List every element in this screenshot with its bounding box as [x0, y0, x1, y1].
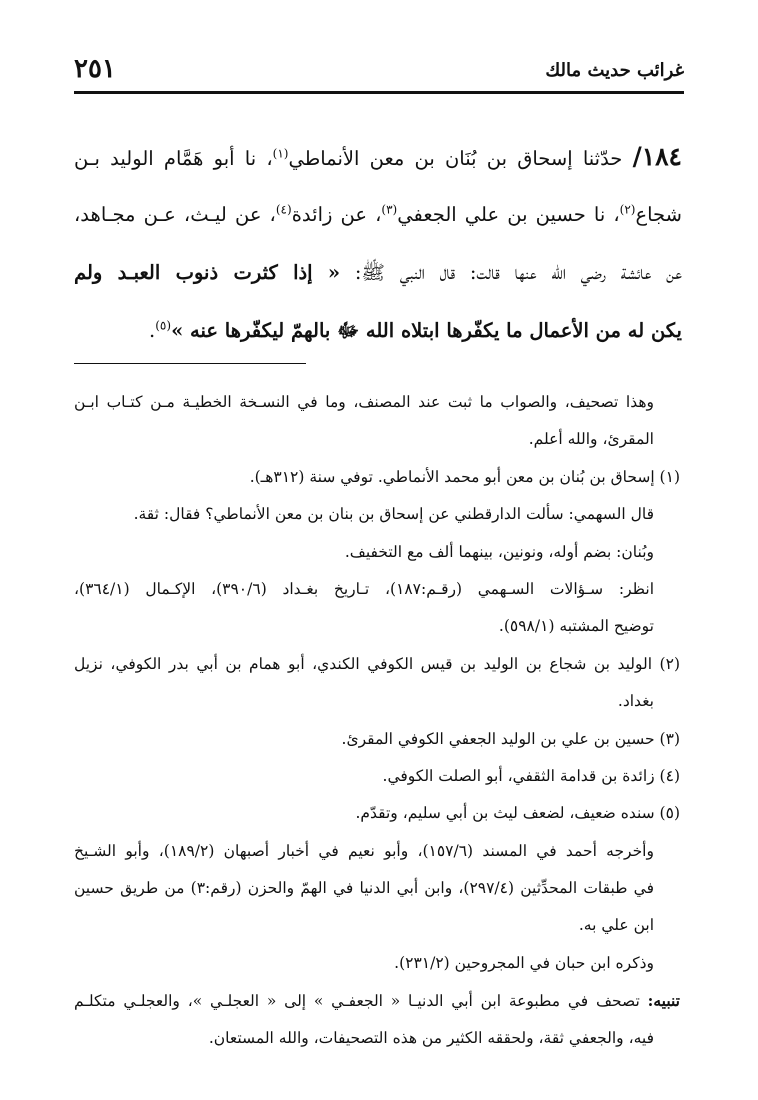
footnote-4: (٤) زائدة بن قدامة الثقفي، أبو الصلت الكوفي.: [382, 766, 680, 785]
footnote-line: وأخرجه أحمد في المسند (١٥٧/٦)، وأبو نعيم في أخبار أصبهان (١٨٩/٢)، وأبو الشـيخ: [74, 841, 654, 860]
footnote-line: في طبقات المحدِّثين (٢٩٧/٤)، وابن أبي الدنيا في الهمّ والحزن (رقم:٣) من طريق حسين: [74, 879, 654, 898]
footnote-line: انظر: سـؤالات السـهمي (رقـم:١٨٧)، تـاريخ بغـداد (٣٩٠/٦)، الإكـمال (٣٦٤/١)،: [74, 579, 654, 598]
note-label: تنبيه:: [647, 991, 680, 1011]
footnote-separator: [74, 363, 306, 364]
footnote-ref-2: (٢): [619, 202, 636, 217]
footnote-note: [74, 982, 680, 1019]
footnote-line: المقرئ، والله أعلم.: [528, 430, 654, 449]
hadith-line-2: [74, 186, 682, 244]
footnote-2: (٢) الوليد بن شجاع بن الوليد بن قيس الكوفي الكندي، أبو همام بن أبي بدر الكوفي، نزيل: [74, 654, 680, 673]
prophetic-quote: يكن له من الأعمال ما يكفّرها ابتلاه الله ﷻ بالهمّ ليكفّرها عنه »: [171, 319, 682, 342]
footnote-line: وذكره ابن حبان في المجروحين (٢٣١/٢).: [394, 953, 654, 972]
footnote-ref-1: (١): [272, 146, 289, 161]
footnote-line: وبُنان: بضم أوله، ونونين، بينهما ألف مع التخفيف.: [344, 542, 654, 561]
hadith-block: [74, 128, 682, 360]
footnote-ref-4: (٤): [275, 202, 292, 217]
running-title: غرائب حديث مالك: [545, 60, 684, 81]
footnote-ref-3: (٣): [381, 202, 398, 217]
footnote-line: قال السهمي: سألت الدارقطني عن إسحاق بن بنان بن معن الأنماطي؟ فقال: ثقة.: [133, 505, 654, 524]
footnote-line: وهذا تصحيف، والصواب ما ثبت عند المصنف، وما في النسـخة الخطيـة مـن كتـاب ابـن: [74, 393, 654, 411]
hadith-text: ، نا حسين بن علي الجعفي: [397, 203, 620, 226]
hadith-line-3: [74, 244, 682, 302]
header-rule: [74, 91, 684, 94]
footnote-1: (١) إسحاق بن بُنان بن معن أبو محمد الأنماطي. توفي سنة (٣١٢هـ).: [249, 467, 680, 486]
footnote-5: (٥) سنده ضعيف، لضعف ليث بن أبي سليم، وتقدّم.: [355, 804, 680, 823]
prophetic-quote: « إذا كثرت ذنوب العبـد ولم: [74, 261, 341, 284]
footnote-ref-5: (٥): [155, 318, 172, 333]
hadith-text: ، عن ليـث، عـن مجـاهد،: [74, 203, 276, 226]
note-text: تصحف في مطبوعة ابن أبي الدنيـا « الجعفـي » إلى « العجلـي »، والعجلـي متكلـم: [74, 992, 648, 1011]
footnote-line: بغداد.: [617, 692, 654, 711]
hadith-text: شجاع: [635, 203, 682, 226]
page-number: ٢٥١: [74, 54, 116, 84]
hadith-text: .: [149, 319, 156, 342]
hadith-text: حدّثنا إسحاق بن بُنَان بن معن الأنماطي: [288, 147, 633, 170]
hadith-line-1: [74, 128, 682, 186]
page-header: [74, 52, 684, 94]
hadith-text: ، نا أبو هَمَّام الوليد بـن: [74, 147, 273, 170]
footnote-line: توضيح المشتبه (٥٩٨/١).: [498, 617, 654, 636]
footnote-3: (٣) حسين بن علي بن الوليد الجعفي الكوفي المقرئ.: [341, 729, 680, 748]
hadith-text: ، عن زائدة: [291, 203, 382, 226]
hadith-number: ١٨٤/: [632, 142, 682, 171]
footnotes: [74, 384, 680, 1057]
footnote-line: فيه، والجعفي ثقة، ولحققه الكثير من هذه التصحيفات، والله المستعان.: [208, 1028, 654, 1047]
hadith-line-4: [74, 302, 682, 360]
footnote-line: ابن علي به.: [578, 916, 654, 935]
hadith-text: عن عائشة رضي الله عنها قالت: قال النبي ﷺ:: [340, 261, 682, 284]
